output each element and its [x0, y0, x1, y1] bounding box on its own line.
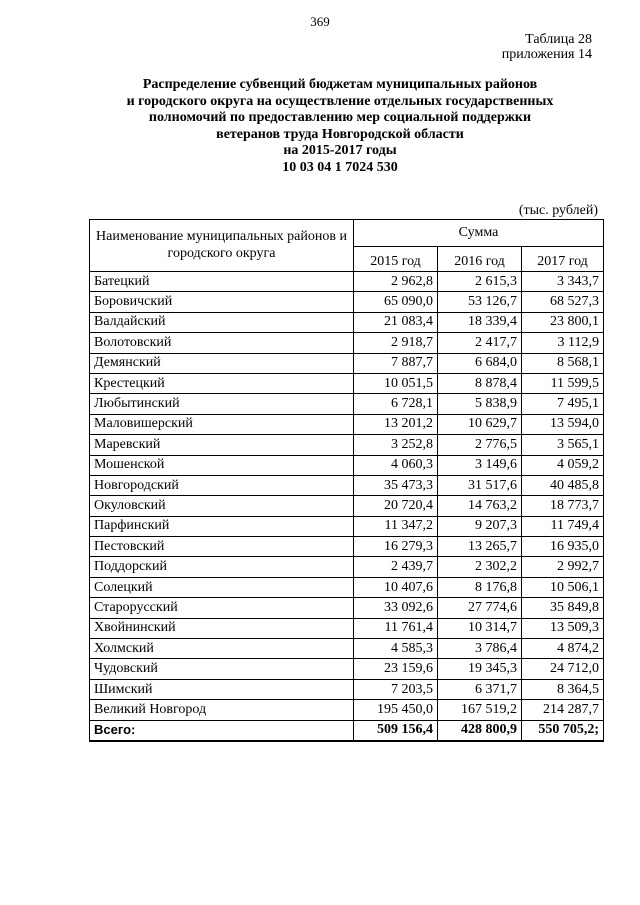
value-2017: 68 527,3	[522, 292, 604, 312]
title-line: на 2015-2017 годы	[283, 143, 397, 158]
appendix-label: приложения 14	[501, 47, 592, 62]
header-row	[90, 220, 604, 247]
value-2015: 20 720,4	[354, 496, 438, 516]
value-2016: 8 878,4	[438, 373, 522, 393]
table-row	[90, 394, 604, 414]
value-2015: 4 585,3	[354, 639, 438, 659]
district-name: Батецкий	[90, 272, 354, 292]
value-2016: 53 126,7	[438, 292, 522, 312]
district-name: Крестецкий	[90, 373, 354, 393]
value-2017: 4 874,2	[522, 639, 604, 659]
value-2017: 3 112,9	[522, 333, 604, 353]
district-name: Окуловский	[90, 496, 354, 516]
district-name: Маловишерский	[90, 414, 354, 434]
value-2017: 23 800,1	[522, 312, 604, 332]
table-row	[90, 312, 604, 332]
value-2017: 3 565,1	[522, 435, 604, 455]
table-row	[90, 292, 604, 312]
title-line: полномочий по предоставлению мер социальной поддержки	[148, 110, 532, 125]
value-2016: 10 314,7	[438, 618, 522, 638]
value-2016: 3 149,6	[438, 455, 522, 475]
value-2017: 214 287,7	[522, 700, 604, 720]
units-label: (тыс. рублей)	[518, 203, 598, 218]
table-row	[90, 414, 604, 434]
district-name: Солецкий	[90, 577, 354, 597]
value-2017: 24 712,0	[522, 659, 604, 679]
table-row	[90, 659, 604, 679]
subvention-table	[89, 219, 604, 742]
value-2016: 5 838,9	[438, 394, 522, 414]
value-2017: 11 749,4	[522, 516, 604, 536]
table-row	[90, 455, 604, 475]
value-2016: 31 517,6	[438, 475, 522, 495]
value-2017: 13 594,0	[522, 414, 604, 434]
value-2016: 19 345,3	[438, 659, 522, 679]
value-2015: 13 201,2	[354, 414, 438, 434]
table-row	[90, 639, 604, 659]
total-2015: 509 156,4	[354, 720, 438, 741]
value-2016: 2 615,3	[438, 272, 522, 292]
value-2017: 3 343,7	[522, 272, 604, 292]
district-name: Великий Новгород	[90, 700, 354, 720]
value-2017: 11 599,5	[522, 373, 604, 393]
value-2015: 7 887,7	[354, 353, 438, 373]
value-2015: 10 407,6	[354, 577, 438, 597]
value-2016: 14 763,2	[438, 496, 522, 516]
annex-label	[502, 32, 592, 62]
value-2016: 3 786,4	[438, 639, 522, 659]
value-2016: 13 265,7	[438, 537, 522, 557]
value-2015: 16 279,3	[354, 537, 438, 557]
district-name: Холмский	[90, 639, 354, 659]
table-row	[90, 435, 604, 455]
value-2016: 167 519,2	[438, 700, 522, 720]
value-2016: 18 339,4	[438, 312, 522, 332]
total-2017: 550 705,2;	[522, 720, 604, 741]
value-2016: 2 302,2	[438, 557, 522, 577]
table-row	[90, 475, 604, 495]
value-2015: 2 918,7	[354, 333, 438, 353]
value-2015: 23 159,6	[354, 659, 438, 679]
total-2016: 428 800,9	[438, 720, 522, 741]
value-2015: 2 962,8	[354, 272, 438, 292]
value-2015: 21 083,4	[354, 312, 438, 332]
value-2017: 7 495,1	[522, 394, 604, 414]
district-name: Боровичский	[90, 292, 354, 312]
sum-column-header: Сумма	[354, 220, 604, 247]
value-2015: 4 060,3	[354, 455, 438, 475]
value-2015: 65 090,0	[354, 292, 438, 312]
table-row	[90, 557, 604, 577]
title-line: Распределение субвенций бюджетам муниципальных районов	[142, 77, 538, 92]
district-name: Мошенской	[90, 455, 354, 475]
district-name: Любытинский	[90, 394, 354, 414]
value-2017: 2 992,7	[522, 557, 604, 577]
table-row	[90, 577, 604, 597]
table-row	[90, 700, 604, 720]
value-2017: 10 506,1	[522, 577, 604, 597]
table-row	[90, 496, 604, 516]
district-name: Валдайский	[90, 312, 354, 332]
value-2016: 6 684,0	[438, 353, 522, 373]
table-row	[90, 333, 604, 353]
value-2016: 2 417,7	[438, 333, 522, 353]
value-2016: 2 776,5	[438, 435, 522, 455]
value-2015: 10 051,5	[354, 373, 438, 393]
page-number: 369	[310, 14, 330, 29]
value-2015: 35 473,3	[354, 475, 438, 495]
name-column-header: Наименование муниципальных районов и городского округа	[90, 220, 354, 272]
value-2016: 9 207,3	[438, 516, 522, 536]
value-2016: 10 629,7	[438, 414, 522, 434]
title-line: 10 03 04 1 7024 530	[282, 159, 398, 175]
value-2017: 18 773,7	[522, 496, 604, 516]
value-2015: 6 728,1	[354, 394, 438, 414]
value-2015: 2 439,7	[354, 557, 438, 577]
total-label: Всего:	[90, 720, 354, 741]
district-name: Демянский	[90, 353, 354, 373]
value-2017: 16 935,0	[522, 537, 604, 557]
district-name: Поддорский	[90, 557, 354, 577]
table-row	[90, 373, 604, 393]
value-2017: 8 568,1	[522, 353, 604, 373]
table-row	[90, 679, 604, 699]
title-line: ветеранов труда Новгородской области	[216, 126, 464, 142]
value-2015: 195 450,0	[354, 700, 438, 720]
value-2015: 11 761,4	[354, 618, 438, 638]
year-header-2015: 2015 год	[354, 247, 438, 272]
district-name: Старорусский	[90, 598, 354, 618]
table-row	[90, 516, 604, 536]
title-line: и городского округа на осуществление отдельных государственных	[126, 93, 554, 109]
district-name: Пестовский	[90, 537, 354, 557]
district-name: Шимский	[90, 679, 354, 699]
document-title	[60, 77, 620, 176]
district-name: Маревский	[90, 435, 354, 455]
year-header-2016: 2016 год	[438, 247, 522, 272]
value-2017: 40 485,8	[522, 475, 604, 495]
value-2015: 33 092,6	[354, 598, 438, 618]
value-2016: 8 176,8	[438, 577, 522, 597]
value-2017: 35 849,8	[522, 598, 604, 618]
table-row	[90, 598, 604, 618]
district-name: Чудовский	[90, 659, 354, 679]
district-name: Волотовский	[90, 333, 354, 353]
value-2017: 8 364,5	[522, 679, 604, 699]
year-header-2017: 2017 год	[522, 247, 604, 272]
table-row	[90, 353, 604, 373]
value-2016: 27 774,6	[438, 598, 522, 618]
table-row	[90, 618, 604, 638]
table-label: Таблица 28	[525, 32, 592, 47]
district-name: Хвойнинский	[90, 618, 354, 638]
value-2016: 6 371,7	[438, 679, 522, 699]
value-2017: 4 059,2	[522, 455, 604, 475]
value-2015: 3 252,8	[354, 435, 438, 455]
district-name: Новгородский	[90, 475, 354, 495]
table-row	[90, 537, 604, 557]
value-2015: 11 347,2	[354, 516, 438, 536]
district-name: Парфинский	[90, 516, 354, 536]
total-row	[90, 720, 604, 741]
value-2015: 7 203,5	[354, 679, 438, 699]
value-2017: 13 509,3	[522, 618, 604, 638]
table-row	[90, 272, 604, 292]
